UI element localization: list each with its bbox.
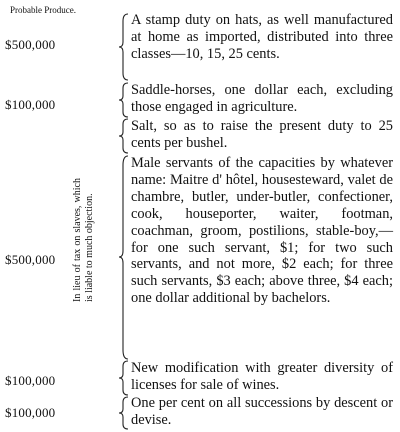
item-hats-text: A stamp duty on hats, as well manufactured at home as imported, distributed into three classes—10, 15, 25 cents.: [131, 12, 393, 62]
amount-successions: $100,000: [5, 405, 56, 420]
brace-icon: [118, 396, 130, 430]
item-salt-text: Salt, so as to raise the present duty to 25 cents per bushel.: [131, 118, 393, 151]
amount-wine-licenses: $100,000: [5, 373, 56, 388]
brace-icon: [118, 118, 130, 154]
brace-icon: [118, 155, 130, 360]
amount-hats: $500,000: [5, 37, 56, 52]
amount-male-servants: $500,000: [5, 252, 56, 267]
probable-produce-header: Probable Produce.: [10, 5, 76, 15]
brace-icon: [118, 360, 130, 396]
item-male-servants-text: Male servants of the capacities by whatever name: Maitre d' hôtel, housesteward, valet de chambre, butler, under-butler, confectioner, cook, houseporter, waiter, footman, coachman, groom, postilions, stable-boy,—for one such servant, $1; for two such servants, and not more, $2 each; for three such servants, $3 each; above three, $4 each; one dollar additional by bachelors.: [131, 155, 393, 307]
brace-icon: [118, 13, 130, 81]
item-saddle-horses-text: Saddle-horses, one dollar each, excluding those engaged in agriculture.: [131, 82, 393, 115]
brace-icon: [118, 82, 130, 118]
item-successions-text: One per cent on all successions by descent or devise.: [131, 395, 393, 428]
amount-saddle-horses: $100,000: [5, 97, 56, 112]
margin-note: In lieu of tax on slaves, which is liable to much objection.: [72, 178, 95, 302]
item-wine-licenses-text: New modification with greater diversity of licenses for sale of wines.: [131, 360, 393, 393]
